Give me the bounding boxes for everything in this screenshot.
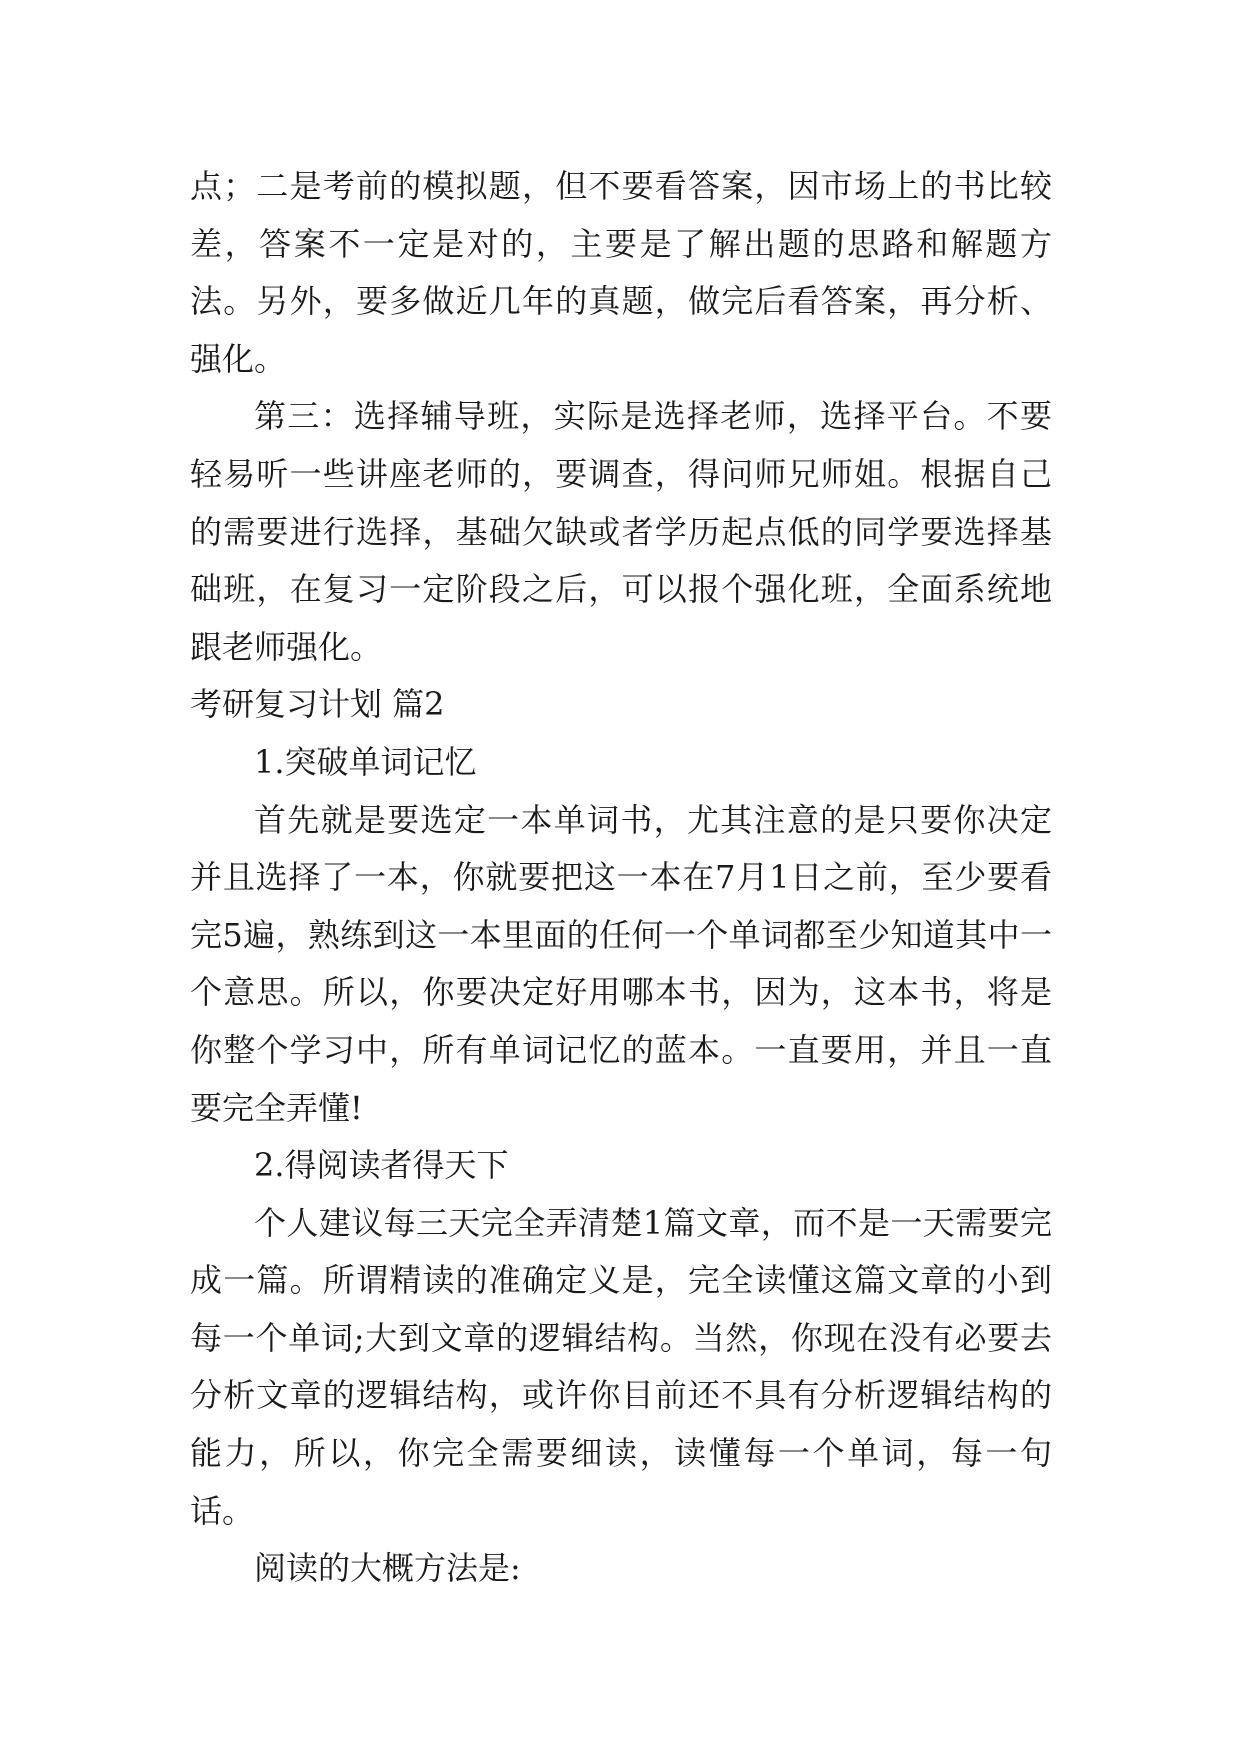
paragraph-continuation: 点；二是考前的模拟题，但不要看答案，因市场上的书比较差，答案不一定是对的，主要是了解出题的思路和解题方法。另外，要多做近几年的真题，做完后看答案，再分析、强化。 — [190, 167, 1052, 378]
paragraph-vocabulary: 首先就是要选定一本单词书，尤其注意的是只要你决定并且选择了一本，你就要把这一本在7月1日之前，至少要看完5遍，熟练到这一本里面的任何一个单词都至少知道其中一个意思。所以，你要决定好用哪本书，因为，这本书，将是你整个学习中，所有单词记忆的蓝本。一直要用，并且一直要完全弄懂! — [190, 800, 1052, 1127]
section-heading: 考研复习计划 篇2 — [190, 685, 445, 724]
subheading-vocabulary: 1.突破单词记忆 — [254, 742, 477, 781]
paragraph-reading-method: 阅读的大概方法是: — [254, 1549, 521, 1588]
document-body — [190, 158, 1052, 1598]
paragraph-third-point: 第三：选择辅导班，实际是选择老师，选择平台。不要轻易听一些讲座老师的，要调查，得问师兄师姐。根据自己的需要进行选择，基础欠缺或者学历起点低的同学要选择基础班，在复习一定阶段之后，可以报个强化班，全面系统地跟老师强化。 — [190, 397, 1052, 666]
subheading-reading: 2.得阅读者得天下 — [254, 1146, 509, 1185]
paragraph-reading: 个人建议每三天完全弄清楚1篇文章，而不是一天需要完成一篇。所谓精读的准确定义是，完全读懂这篇文章的小到每一个单词;大到文章的逻辑结构。当然，你现在没有必要去分析文章的逻辑结构，或许你目前还不具有分析逻辑结构的能力，所以，你完全需要细读，读懂每一个单词，每一句话。 — [190, 1203, 1052, 1530]
